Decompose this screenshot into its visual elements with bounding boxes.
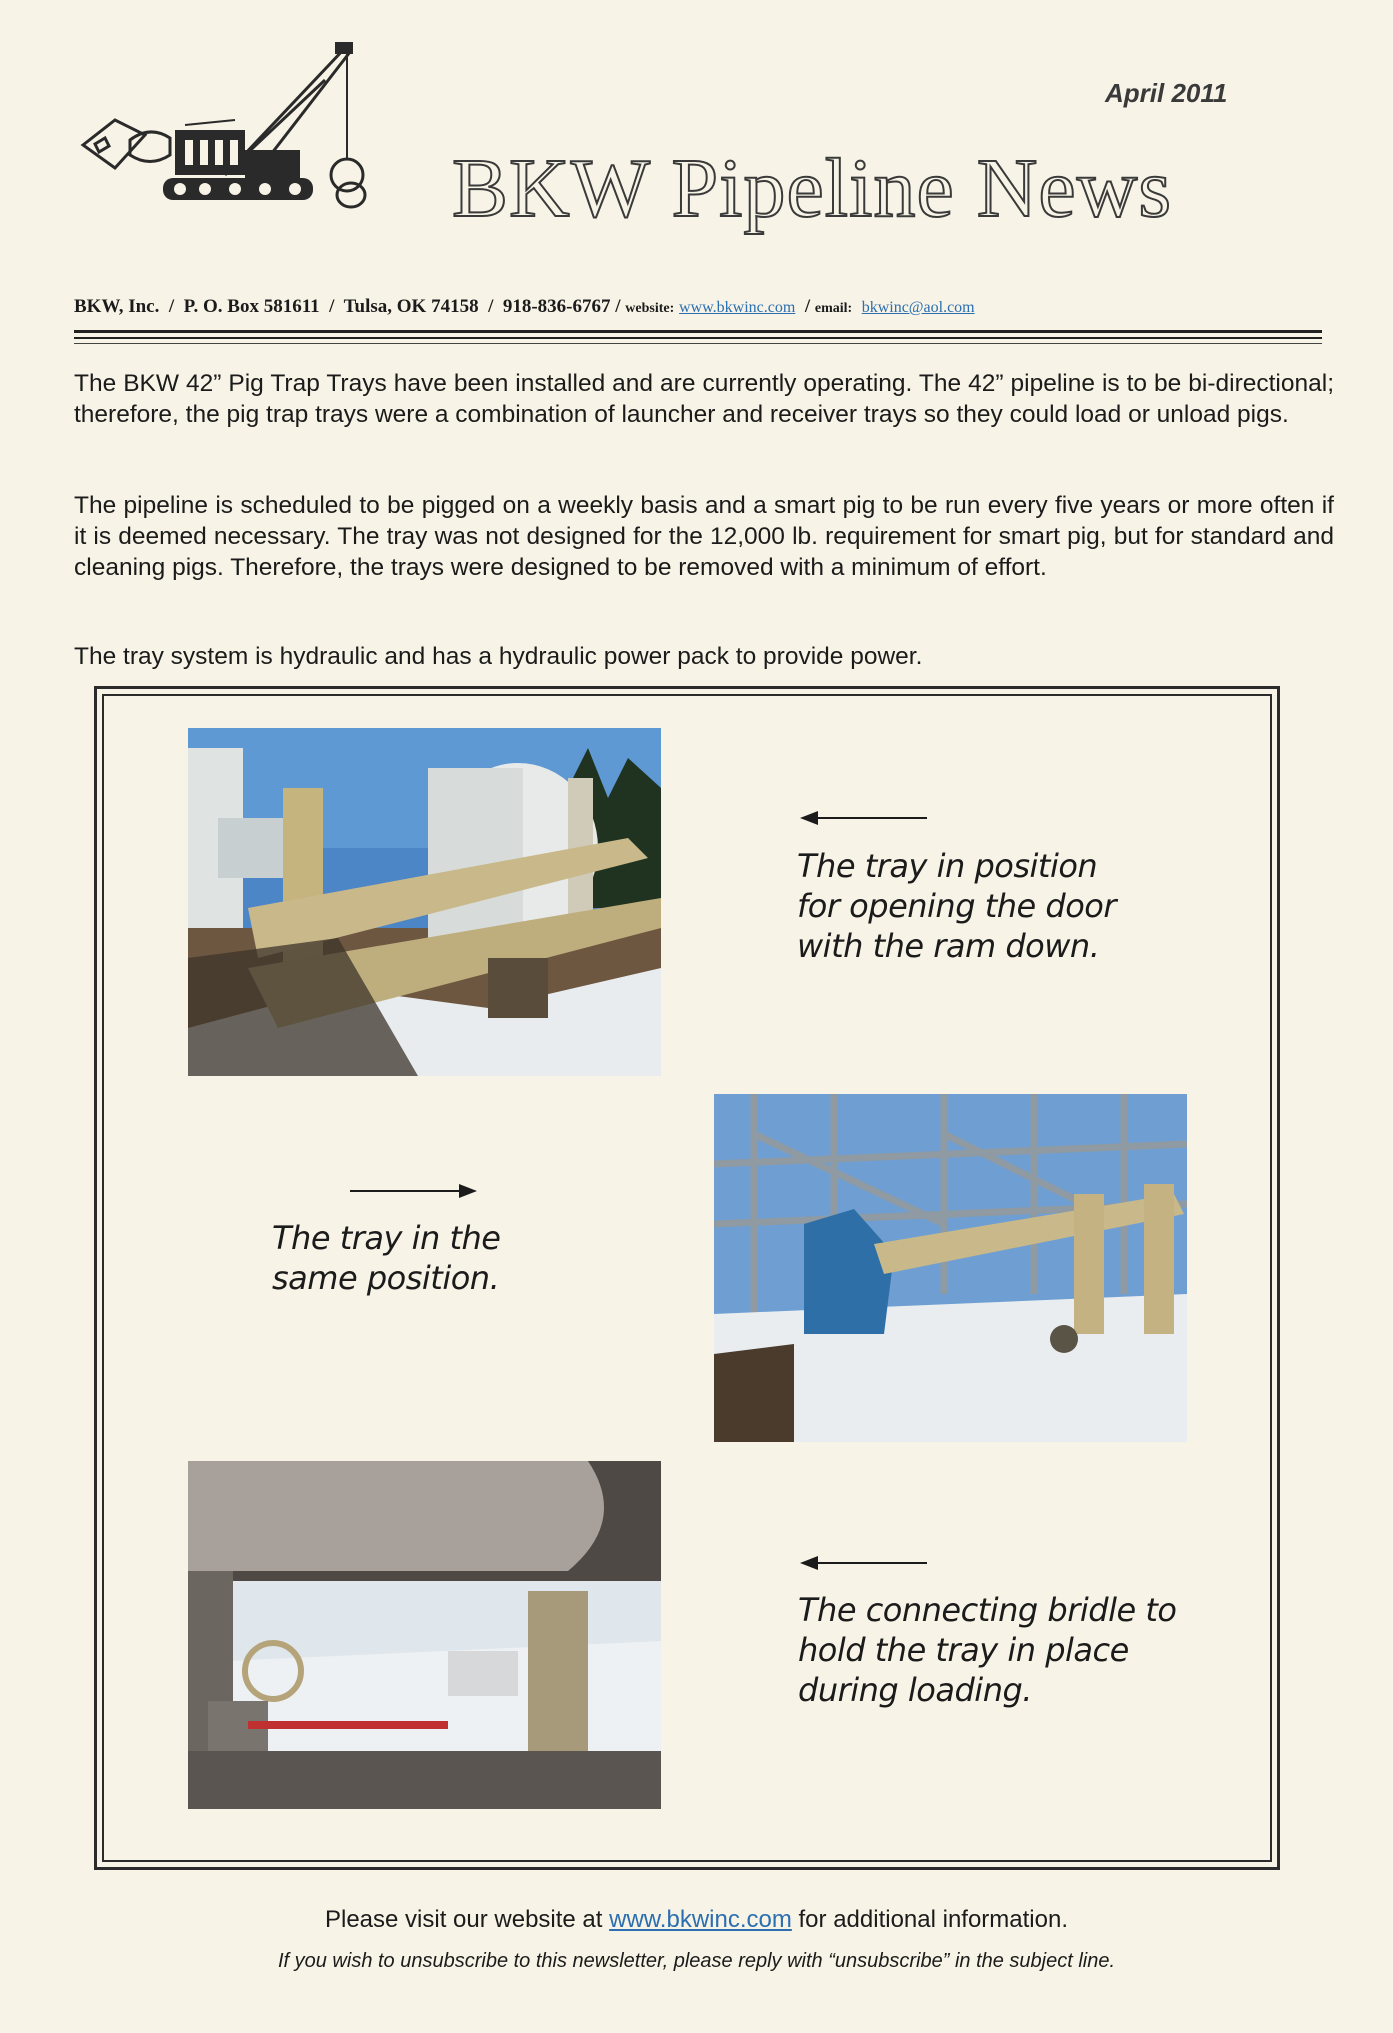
footer-visit-prefix: Please visit our website at [324,1906,603,1933]
photo-caption: The tray in the same position. [272,1219,501,1297]
header-rule [74,337,1322,339]
header-rule [74,330,1322,333]
website-label: website: [625,301,675,316]
pipelayer-crane-icon [75,40,370,240]
article-paragraph: The pipeline is scheduled to be pigged on a weekly basis and a smart pig to be run every five years or more often if it is deemed necessary. The tray was not designed for the 12,000 lb. requirement for smart pig, but for standard and cleaning pigs. Therefore, the trays were designed to be removed with a minimum of effort. [74,492,1334,581]
footer-visit-suffix: for additional information. [798,1906,1068,1933]
footer-visit-line [0,1906,1393,1934]
article-paragraph: The BKW 42” Pig Trap Trays have been installed and are currently operating. The 42” pipeline is to be bi-directional; therefore, the pig trap trays were a combination of launcher and receiver trays so they could load or unload pigs. [74,370,1334,428]
article-paragraph: The tray system is hydraulic and has a hydraulic power pack to provide power. [74,643,923,670]
arrow-right-icon [350,1184,477,1198]
photo-caption: The tray in position for opening the door with the ram down. [797,847,1116,965]
contact-line: BKW, Inc. / P. O. Box 581611 / Tulsa, OK 74158 / 918-836-6767 / website: www.bkwinc.com / email: bkwinc@aol.com [74,296,975,317]
arrow-left-icon [800,1556,927,1570]
photo-tray-door-open [188,728,661,1076]
po-box: P. O. Box 581611 [183,296,320,317]
photo-caption: The connecting bridle to hold the tray in place during loading. [798,1591,1177,1709]
photo-tray-same-position [714,1094,1187,1442]
email-label: email: [814,301,853,316]
city-address: Tulsa, OK 74158 [343,296,479,317]
photo-connecting-bridle [188,1461,661,1809]
company-name: BKW, Inc. [74,296,160,317]
issue-date: April 2011 [1105,78,1228,108]
unsubscribe-note: If you wish to unsubscribe to this newsletter, please reply with “unsubscribe” in the subject line. [277,1950,1116,1972]
phone-number: 918-836-6767 [502,296,611,317]
footer-website-link[interactable]: www.bkwinc.com [609,1906,792,1933]
header-rule [74,343,1322,344]
website-link[interactable]: www.bkwinc.com [679,299,796,316]
email-link[interactable]: bkwinc@aol.com [861,299,975,316]
newsletter-title: BKW Pipeline News [452,142,1173,235]
arrow-left-icon [800,811,927,825]
